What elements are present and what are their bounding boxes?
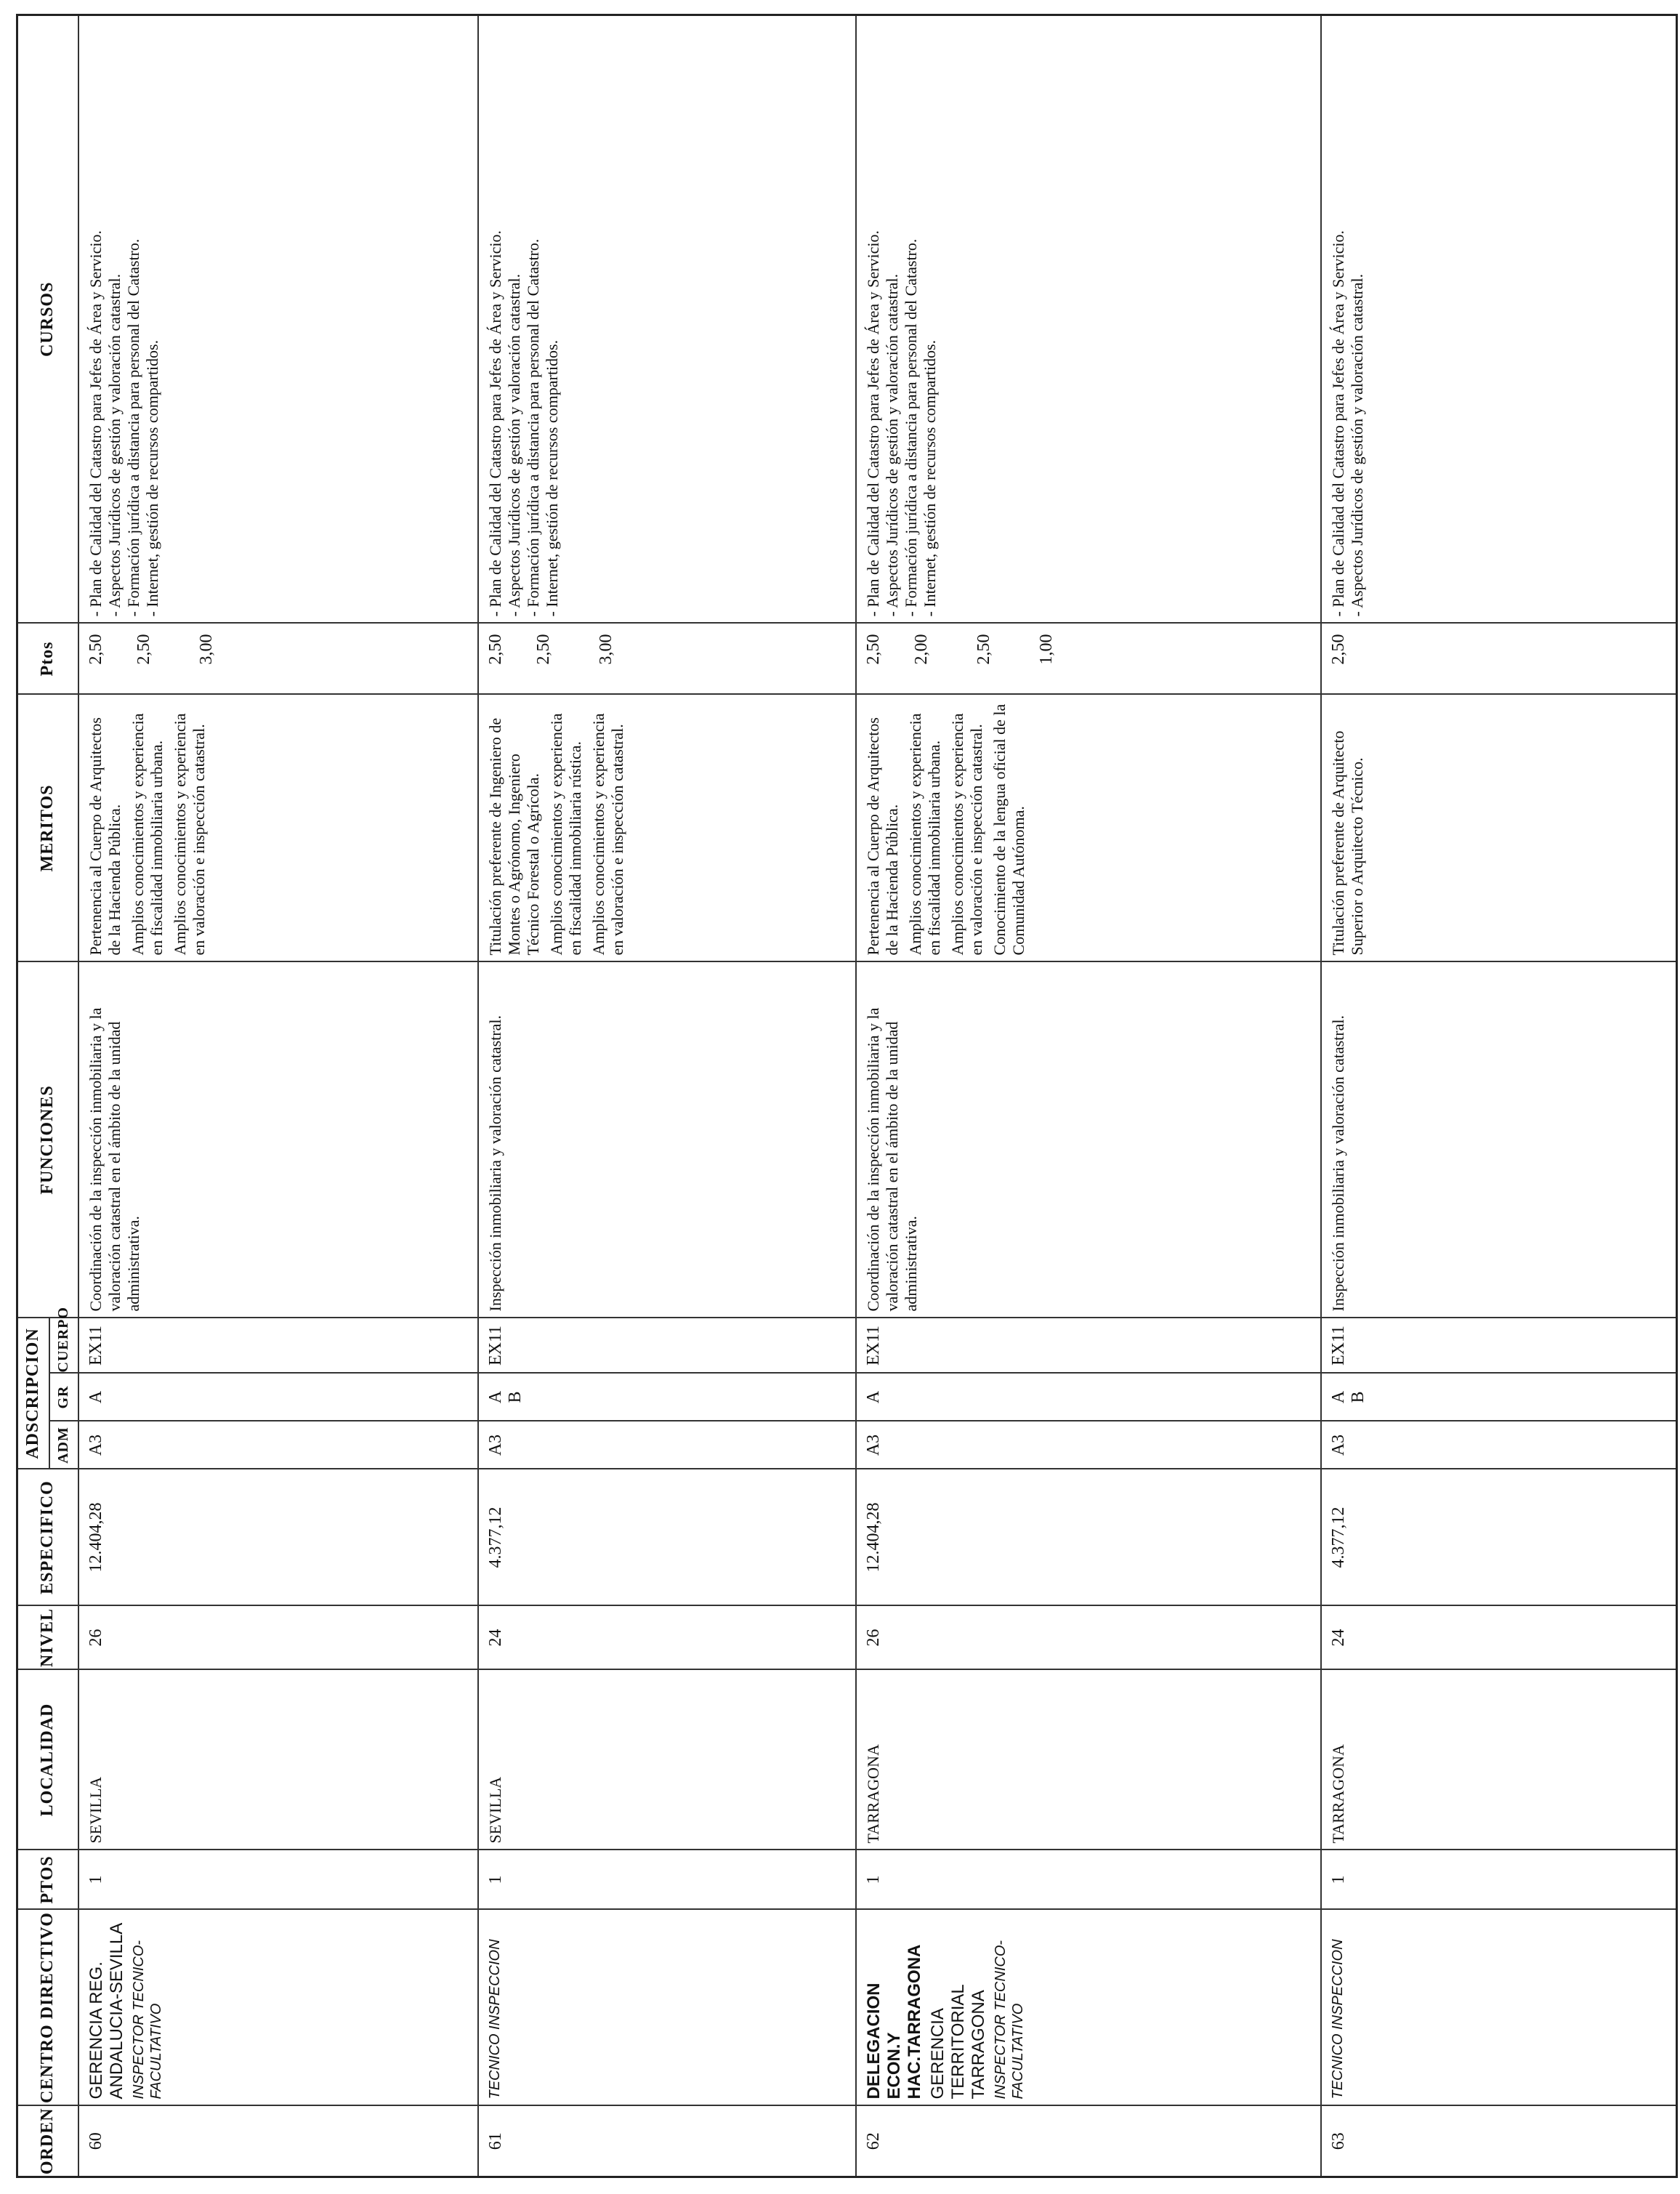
orden-cell xyxy=(1321,2106,1677,2177)
funciones-cell xyxy=(1321,961,1677,1318)
cuerpo-value: EX11 xyxy=(485,1325,505,1366)
centro-puesto: TECNICO INSPECCION xyxy=(1329,1939,1346,2100)
header-gr: GR xyxy=(49,1374,78,1421)
cuerpo-cell xyxy=(478,1318,856,1373)
cuerpo-cell xyxy=(1321,1318,1677,1373)
orden-value: 63 xyxy=(1328,2132,1348,2150)
localidad-value: SEVILLA xyxy=(86,1776,105,1844)
localidad-cell xyxy=(78,1670,478,1850)
header-orden: ORDEN xyxy=(17,2106,78,2177)
orden-value: 60 xyxy=(86,2132,105,2150)
nivel-cell xyxy=(78,1606,478,1670)
merito-item: Titulación preferente de Ingeniero de Montes o Agrónomo, Ingeniero Técnico Forestal o Agrícola. xyxy=(485,717,542,956)
adm-cell xyxy=(78,1421,478,1469)
localidad-value: TARRAGONA xyxy=(1328,1744,1347,1844)
ptos-value: 1 xyxy=(863,1875,883,1884)
merito-puntos: 2,50 xyxy=(86,634,105,665)
header-adscripcion: ADSCRIPCION xyxy=(17,1318,49,1469)
curso-item: - Formación jurídica a distancia para personal del Catastro. xyxy=(124,238,142,617)
centro-puesto: INSPECTOR TECNICO-FACULTATIVO xyxy=(992,1940,1026,2100)
ptos-value: 1 xyxy=(86,1875,105,1884)
gr-value-2: B xyxy=(505,1391,525,1403)
curso-item: - Plan de Calidad del Catastro para Jefes de Área y Servicio. xyxy=(86,230,105,617)
merito-puntos: 2,50 xyxy=(863,634,883,665)
gr-value: A xyxy=(485,1390,505,1404)
merito-item: Amplios conocimientos y experiencia en fiscalidad inmobiliaria urbana. xyxy=(128,713,166,956)
meritos-cell xyxy=(856,694,1321,961)
merito-item: Conocimiento de la lengua oficial de la Comunidad Autónoma. xyxy=(990,703,1027,956)
centro-gerencia: GERENCIA TERRITORIAL TARRAGONA xyxy=(927,1985,988,2100)
merito-puntos: 2,50 xyxy=(974,634,993,665)
curso-item: - Formación jurídica a distancia para personal del Catastro. xyxy=(523,238,542,617)
cursos-cell xyxy=(856,15,1321,623)
table-row xyxy=(478,15,856,2177)
curso-item: - Aspectos Jurídicos de gestión y valoración catastral. xyxy=(105,273,124,617)
funciones-cell xyxy=(856,961,1321,1318)
cuerpo-value: EX11 xyxy=(1328,1325,1348,1366)
merito-item: Amplios conocimientos y experiencia en valoración e inspección catastral. xyxy=(948,713,985,956)
centro-puesto: TECNICO INSPECCION xyxy=(486,1939,503,2100)
nivel-cell xyxy=(856,1606,1321,1670)
cuerpo-value: EX11 xyxy=(86,1325,105,1366)
meritos-cell xyxy=(1321,694,1677,961)
header-funciones: FUNCIONES xyxy=(17,961,78,1318)
merito-item: Pertenencia al Cuerpo de Arquitectos de la Hacienda Pública. xyxy=(86,717,124,956)
centro-directivo-cell xyxy=(1321,1910,1677,2106)
centro-gerencia: GERENCIA REG. ANDALUCIA-SEVILLA xyxy=(86,1922,126,2100)
puntos-cell xyxy=(78,623,478,694)
header-cuerpo: CUERPO xyxy=(49,1318,78,1373)
cursos-cell xyxy=(1321,15,1677,623)
especifico-cell xyxy=(478,1469,856,1606)
adm-cell xyxy=(478,1421,856,1469)
puntos-cell xyxy=(856,623,1321,694)
orden-value: 61 xyxy=(485,2132,505,2150)
orden-cell xyxy=(78,2106,478,2177)
ptos-cell xyxy=(1321,1850,1677,1910)
header-adm: ADM xyxy=(49,1421,78,1469)
centro-directivo-cell xyxy=(78,1910,478,2106)
especifico-cell xyxy=(1321,1469,1677,1606)
merito-puntos: 2,00 xyxy=(911,634,931,665)
gr-value: A xyxy=(86,1390,105,1404)
puntos-cell xyxy=(1321,623,1677,694)
funciones-text: Coordinación de la inspección inmobiliaria y la valoración catastral en el ámbito de la unidad administrativa. xyxy=(863,1007,920,1312)
header-meritos: MERITOS xyxy=(17,694,78,961)
curso-item: - Aspectos Jurídicos de gestión y valoración catastral. xyxy=(504,273,523,617)
especifico-value: 12.404,28 xyxy=(863,1502,883,1573)
centro-puesto: INSPECTOR TECNICO-FACULTATIVO xyxy=(130,1940,164,2100)
orden-cell xyxy=(478,2106,856,2177)
nivel-value: 26 xyxy=(863,1629,883,1647)
nivel-value: 24 xyxy=(1328,1629,1348,1647)
gr-value: A xyxy=(863,1390,883,1404)
gr-cell xyxy=(1321,1374,1677,1421)
gr-value: A xyxy=(1328,1390,1348,1404)
merito-puntos: 2,50 xyxy=(485,634,505,665)
ptos-cell xyxy=(78,1850,478,1910)
gr-cell xyxy=(478,1374,856,1421)
meritos-cell xyxy=(78,694,478,961)
funciones-text: Inspección inmobiliaria y valoración catastral. xyxy=(1328,1015,1347,1312)
merito-puntos: 2,50 xyxy=(533,634,553,665)
funciones-text: Coordinación de la inspección inmobiliaria y la valoración catastral en el ámbito de la unidad administrativa. xyxy=(86,1007,142,1312)
ptos-value: 1 xyxy=(485,1875,505,1884)
table-row xyxy=(856,15,1321,2177)
cuerpo-cell xyxy=(856,1318,1321,1373)
header-centro-directivo: CENTRO DIRECTIVO xyxy=(17,1910,78,2106)
curso-item: - Internet, gestión de recursos compartidos. xyxy=(542,339,561,617)
adm-cell xyxy=(1321,1421,1677,1469)
centro-directivo-cell xyxy=(478,1910,856,2106)
adm-value: A3 xyxy=(86,1434,105,1456)
especifico-value: 4.377,12 xyxy=(1328,1507,1348,1568)
ptos-value: 1 xyxy=(1328,1875,1348,1884)
merito-puntos: 3,00 xyxy=(196,634,216,665)
merito-item: Pertenencia al Cuerpo de Arquitectos de la Hacienda Pública. xyxy=(863,717,901,956)
cursos-cell xyxy=(478,15,856,623)
curso-item: - Aspectos Jurídicos de gestión y valoración catastral. xyxy=(1347,273,1366,617)
cursos-cell xyxy=(78,15,478,623)
curso-item: - Plan de Calidad del Catastro para Jefes de Área y Servicio. xyxy=(1328,230,1347,617)
localidad-value: TARRAGONA xyxy=(863,1744,882,1844)
merito-puntos: 2,50 xyxy=(134,634,153,665)
funciones-cell xyxy=(78,961,478,1318)
header-localidad: LOCALIDAD xyxy=(17,1670,78,1850)
adm-value: A3 xyxy=(863,1434,883,1456)
localidad-value: SEVILLA xyxy=(485,1776,504,1844)
header-cursos: CURSOS xyxy=(17,15,78,623)
curso-item: - Aspectos Jurídicos de gestión y valoración catastral. xyxy=(882,273,901,617)
cuerpo-value: EX11 xyxy=(863,1325,883,1366)
adm-value: A3 xyxy=(485,1434,505,1456)
localidad-cell xyxy=(478,1670,856,1850)
merito-item: Amplios conocimientos y experiencia en fiscalidad inmobiliaria rústica. xyxy=(546,713,584,956)
merito-puntos: 1,00 xyxy=(1036,634,1056,665)
ptos-cell xyxy=(478,1850,856,1910)
puntos-cell xyxy=(478,623,856,694)
merito-item: Titulación preferente de Arquitecto Superior o Arquitecto Técnico. xyxy=(1328,730,1366,956)
nivel-cell xyxy=(1321,1606,1677,1670)
adm-value: A3 xyxy=(1328,1434,1348,1456)
localidad-cell xyxy=(856,1670,1321,1850)
table-row xyxy=(78,15,478,2177)
merito-item: Amplios conocimientos y experiencia en valoración e inspección catastral. xyxy=(589,713,626,956)
curso-item: - Plan de Calidad del Catastro para Jefes de Área y Servicio. xyxy=(863,230,882,617)
nivel-cell xyxy=(478,1606,856,1670)
funciones-text: Inspección inmobiliaria y valoración catastral. xyxy=(485,1015,504,1312)
merito-puntos: 3,00 xyxy=(596,634,615,665)
gr-cell xyxy=(78,1374,478,1421)
header-especifico: ESPECIFICO xyxy=(17,1469,78,1606)
nivel-value: 26 xyxy=(86,1629,105,1647)
gr-cell xyxy=(856,1374,1321,1421)
merito-item: Amplios conocimientos y experiencia en valoración e inspección catastral. xyxy=(170,713,208,956)
localidad-cell xyxy=(1321,1670,1677,1850)
centro-delegacion: DELEGACION ECON.Y HAC.TARRAGONA xyxy=(863,1944,924,2100)
table-row xyxy=(1321,15,1677,2177)
cuerpo-cell xyxy=(78,1318,478,1373)
merito-puntos: 2,50 xyxy=(1328,634,1348,665)
ptos-cell xyxy=(856,1850,1321,1910)
centro-directivo-cell xyxy=(856,1910,1321,2106)
funciones-cell xyxy=(478,961,856,1318)
especifico-cell xyxy=(856,1469,1321,1606)
curso-item: - Formación jurídica a distancia para personal del Catastro. xyxy=(901,238,920,617)
especifico-cell xyxy=(78,1469,478,1606)
adm-cell xyxy=(856,1421,1321,1469)
especifico-value: 12.404,28 xyxy=(86,1502,105,1573)
curso-item: - Internet, gestión de recursos compartidos. xyxy=(142,339,161,617)
header-nivel: NIVEL xyxy=(17,1606,78,1670)
orden-value: 62 xyxy=(863,2132,883,2150)
meritos-cell xyxy=(478,694,856,961)
nivel-value: 24 xyxy=(485,1629,505,1647)
gr-value-2: B xyxy=(1348,1391,1368,1403)
header-puntos: Ptos xyxy=(17,623,78,694)
especifico-value: 4.377,12 xyxy=(485,1507,505,1568)
curso-item: - Internet, gestión de recursos compartidos. xyxy=(920,339,939,617)
header-ptos: PTOS xyxy=(17,1850,78,1910)
merito-item: Amplios conocimientos y experiencia en fiscalidad inmobiliaria urbana. xyxy=(905,713,943,956)
curso-item: - Plan de Calidad del Catastro para Jefes de Área y Servicio. xyxy=(485,230,504,617)
orden-cell xyxy=(856,2106,1321,2177)
job-positions-table xyxy=(16,14,1678,2178)
